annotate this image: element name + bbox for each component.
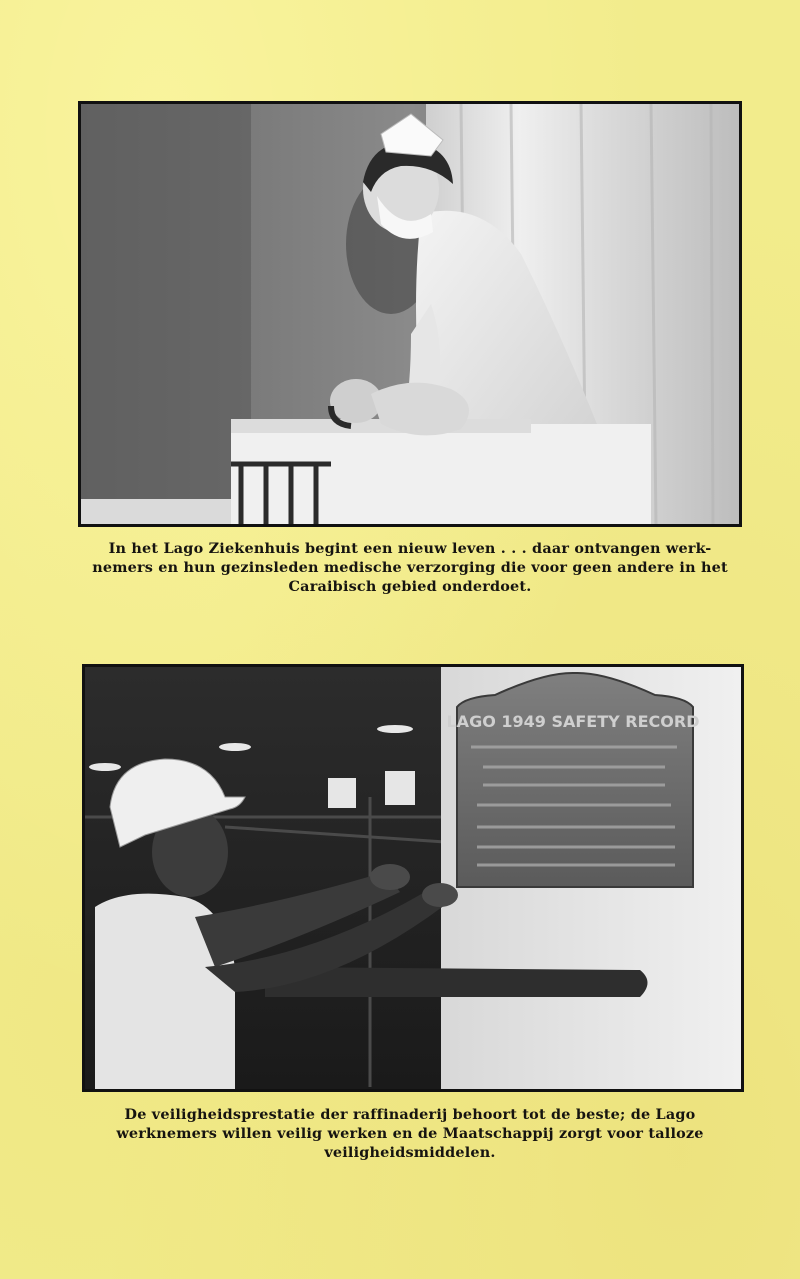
nurse-with-newborn-photo [78, 101, 742, 527]
caption-line: In het Lago Ziekenhuis begint een nieuw leven . . . daar ontvangen werk- [108, 540, 712, 557]
safety-caption [90, 1105, 730, 1162]
caption-line: Caraibisch gebied onderdoet. [288, 578, 532, 595]
caption-line: De veiligheidsprestatie der raffinaderij behoort tot de beste; de Lago [124, 1106, 696, 1123]
caption-line: werknemers willen veilig werken en de Maatschappij zorgt voor talloze [116, 1125, 704, 1142]
caption-line: nemers en hun gezinsleden medische verzorging die voor geen andere in het [92, 559, 728, 576]
plaque-title: LAGO 1949 SAFETY RECORD [446, 712, 700, 731]
worker-at-safety-plaque-photo [82, 664, 744, 1092]
worker-at-safety-plaque-illustration [85, 667, 741, 1089]
caption-line: veiligheidsmiddelen. [324, 1144, 496, 1161]
hospital-caption [90, 539, 730, 596]
nurse-with-newborn-illustration [81, 104, 739, 524]
